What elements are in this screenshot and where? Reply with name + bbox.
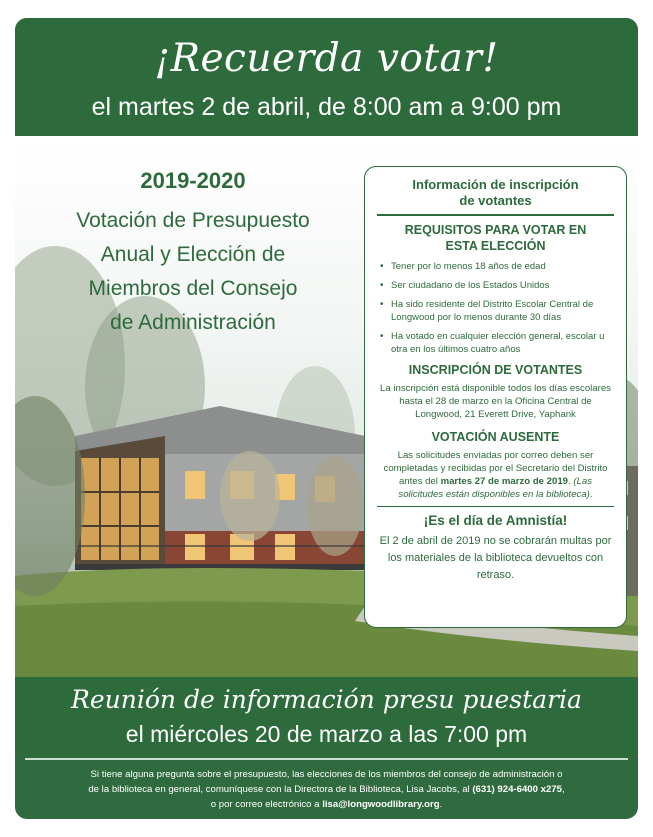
registration-text: La inscripción está disponible todos los días escolares hasta el 28 de marzo en la Oficina Central de Longwood, 21 Everett Drive, Yaphank [380, 382, 611, 420]
footer-line-2 [15, 782, 638, 797]
header-title: ¡Recuerda votar! [154, 36, 499, 81]
requirements-title-line-2: ESTA ELECCIÓN [445, 238, 546, 253]
absentee-text-start: Las solicitudes enviadas por correo deben ser completadas y recibidas por el Secretario del Distrito antes del [383, 449, 608, 487]
requirement-item: • Tener por lo menos 18 años de edad [377, 260, 614, 273]
requirements-title [377, 222, 614, 254]
footer-line-2-comma: , [561, 784, 565, 795]
info-box-title [377, 177, 614, 209]
requirement-item: • Ser ciudadano de los Estados Unidos [377, 279, 614, 292]
requirement-item: • Ha votado en cualquier elección general, escolar u otra en los últimos cuatro años [377, 330, 614, 356]
election-line-3: Miembros del Consejo [88, 277, 298, 300]
header-banner [15, 18, 638, 136]
requirements-title-line-1: REQUISITOS PARA VOTAR EN [404, 222, 587, 237]
absentee-note-period: . [589, 488, 593, 500]
flyer [15, 18, 638, 819]
amnesty-title: ¡Es el día de Amnistía! [423, 513, 568, 528]
requirement-item: • Ha sido residente del Distrito Escolar Central de Longwood por lo menos durante 30 días [377, 298, 614, 324]
contact-email-link[interactable]: lisa@longwoodlibrary.org [322, 799, 440, 810]
divider-line [377, 506, 614, 508]
election-line-2: Anual y Elección de [100, 243, 286, 266]
election-description [33, 204, 353, 340]
absentee-text-period: . [568, 475, 571, 487]
requirements-list [377, 260, 614, 356]
footer-line-3 [15, 797, 638, 812]
footer-line-1: Si tiene alguna pregunta sobre el presupuesto, las elecciones de los miembros del consejo de administración o [90, 769, 563, 780]
registration-title: INSCRIPCIÓN DE VOTANTES [408, 362, 583, 377]
meeting-title: Reunión de información presu puestaria [71, 685, 582, 714]
footer-line-3-period: . [439, 799, 443, 810]
contact-footer [15, 762, 638, 819]
footer-line-2-text: de la biblioteca en general, comuníquese con la Directora de la Biblioteca, Lisa Jacobs, al [88, 784, 470, 795]
election-year: 2019-2020 [140, 168, 246, 193]
footer-divider [25, 758, 628, 760]
absentee-title: VOTACIÓN AUSENTE [431, 429, 560, 444]
voter-info-box [364, 166, 627, 628]
election-line-4: de Administración [110, 311, 276, 334]
info-title-line-1: Información de inscripción [412, 177, 579, 192]
divider-line [377, 214, 614, 216]
meeting-date: el miércoles 20 de marzo a las 7:00 pm [125, 721, 528, 747]
contact-phone: (631) 924-6400 x275 [472, 784, 562, 795]
footer-line-3-text: o por correo electrónico a [210, 799, 320, 810]
absentee-text [377, 449, 614, 501]
absentee-deadline: martes 27 de marzo de 2019 [440, 475, 569, 487]
absentee-note: (Las solicitudes están disponibles en la biblioteca) [398, 475, 593, 500]
amnesty-text: El 2 de abril de 2019 no se cobrarán multas por los materiales de la biblioteca devueltos con retraso. [379, 535, 612, 581]
election-heading [33, 168, 353, 340]
election-line-1: Votación de Presupuesto [76, 209, 310, 232]
header-date: el martes 2 de abril, de 8:00 am a 9:00 pm [91, 93, 562, 121]
info-title-line-2: de votantes [459, 193, 532, 208]
budget-meeting-banner [15, 677, 638, 755]
